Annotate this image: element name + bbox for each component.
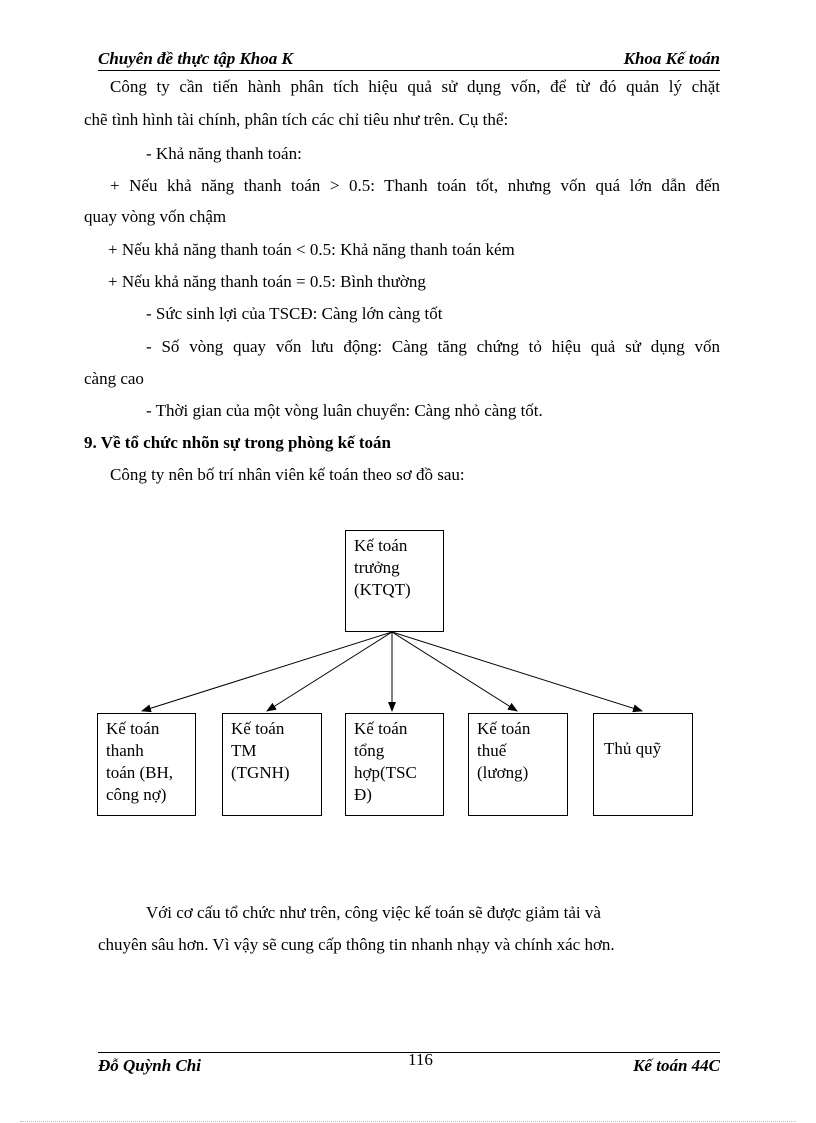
- chart-box-line: (TGNH): [231, 763, 290, 782]
- chart-box-line: (lương): [477, 763, 529, 782]
- header-department: Khoa Kế toán: [623, 49, 720, 68]
- paragraph-line: Công ty nên bố trí nhân viên kế toán theo sơ đồ sau:: [110, 465, 465, 484]
- bullet-item: - Thời gian của một vòng luân chuyển: Càng nhỏ càng tốt.: [146, 401, 543, 420]
- chart-box-line: thanh: [106, 741, 144, 760]
- chart-box-line: Kế toán: [231, 719, 285, 738]
- chart-box-chief-accountant: [345, 530, 444, 632]
- chart-box-line: TM: [231, 741, 257, 760]
- chart-box-general-accountant: [345, 713, 444, 816]
- section-heading: 9. Về tổ chức nhõn sự trong phòng kế toán: [84, 433, 391, 452]
- footer-author: Đỗ Quỳnh Chi: [98, 1056, 201, 1075]
- chart-box-line: toán (BH,: [106, 763, 174, 782]
- chart-box-line: Kế toán: [354, 536, 408, 555]
- chart-box-tax-accountant: [468, 713, 568, 816]
- page-footer: [98, 1052, 720, 1077]
- chart-box-line: Kế toán: [477, 719, 531, 738]
- chart-box-line: trưởng: [354, 558, 400, 577]
- connector-arrow: [267, 632, 392, 711]
- chart-box-line: (KTQT): [354, 580, 411, 599]
- bullet-item: - Số vòng quay vốn lưu động: Càng tăng chứng tỏ hiệu quả sử dụng vốn: [146, 337, 720, 356]
- connector-arrow: [392, 632, 642, 711]
- chart-box-line: Thủ quỹ: [604, 739, 662, 758]
- page-bottom-divider: [20, 1121, 796, 1122]
- connector-arrow: [142, 632, 392, 711]
- bullet-item: + Nếu khả năng thanh toán > 0.5: Thanh toán tốt, nhưng vốn quá lớn dẫn đến: [110, 176, 720, 195]
- bullet-item: - Sức sinh lợi của TSCĐ: Càng lớn càng tốt: [146, 304, 443, 323]
- chart-box-treasurer: [593, 713, 693, 816]
- chart-box-payment-accountant: [97, 713, 196, 816]
- paragraph-line: Với cơ cấu tổ chức như trên, công việc kế toán sẽ được giảm tải và: [146, 903, 601, 922]
- chart-box-cash-accountant: [222, 713, 322, 816]
- paragraph-line: Công ty cần tiến hành phân tích hiệu quả sử dụng vốn, để từ đó quản lý chặt: [110, 77, 720, 96]
- page-number: 116: [408, 1050, 433, 1069]
- bullet-item-continuation: càng cao: [84, 369, 144, 388]
- chart-box-line: hợp(TSC: [354, 763, 417, 782]
- paragraph-line: chuyên sâu hơn. Vì vậy sẽ cung cấp thông tin nhanh nhạy và chính xác hơn.: [98, 935, 615, 954]
- chart-box-line: Kế toán: [354, 719, 408, 738]
- bullet-item-continuation: quay vòng vốn chậm: [84, 207, 227, 226]
- connector-arrow: [392, 632, 517, 711]
- chart-box-line: Đ): [354, 785, 372, 804]
- chart-box-line: Kế toán: [106, 719, 160, 738]
- footer-class: Kế toán 44C: [633, 1056, 720, 1075]
- chart-box-line: tổng: [354, 741, 385, 760]
- bullet-item: - Khả năng thanh toán:: [146, 144, 302, 163]
- paragraph-line: chẽ tình hình tài chính, phân tích các chỉ tiêu như trên. Cụ thể:: [84, 110, 509, 129]
- bullet-item: + Nếu khả năng thanh toán < 0.5: Khả năng thanh toán kém: [108, 240, 515, 259]
- chart-box-line: thuế: [477, 741, 507, 760]
- header-course-title: Chuyên đề thực tập Khoa K: [98, 49, 293, 68]
- chart-box-line: công nợ): [106, 785, 167, 804]
- bullet-item: + Nếu khả năng thanh toán = 0.5: Bình thường: [108, 272, 426, 291]
